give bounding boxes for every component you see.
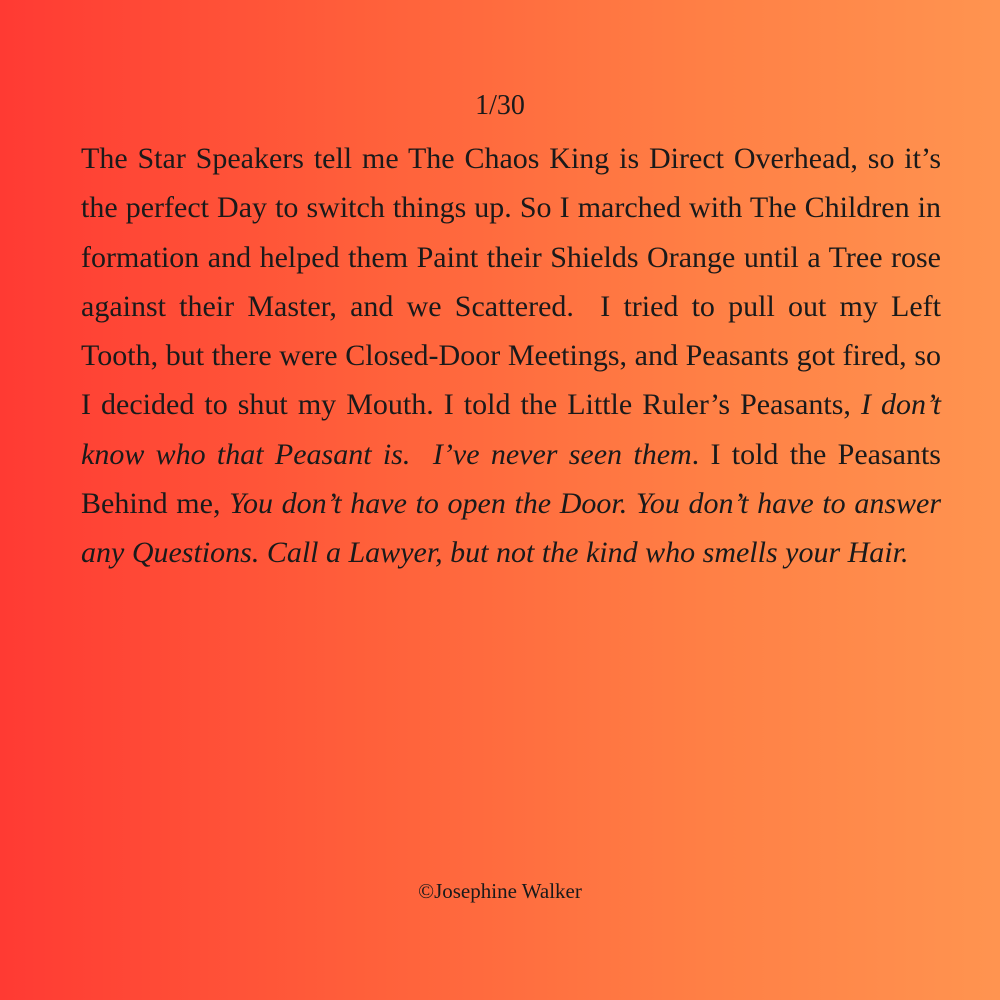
- page-number: 1/30: [475, 90, 525, 121]
- text-segment-1: The Star Speakers tell me The Chaos King is Direct Overhead, so it’s the perfect Day to switch things up. So I marched with The Children in formation and helped them Paint their Shields Orange until a Tree rose against their Master, and we Scattered. I tried to pull out my Left Tooth, but there were Closed-Door Meetings, and Peasants got fired, so I decided to shut my Mouth. I told the Little Ruler’s Peasants,: [81, 142, 941, 422]
- copyright-credit: ©Josephine Walker: [418, 879, 582, 903]
- text-segment-3: . I told the Peasants Behind me,: [81, 437, 941, 521]
- text-segment-4-italic: You don’t have to open the Door. You don’t have to answer any Questions. Call a Lawyer, but not the kind who smells your Hair.: [81, 487, 941, 570]
- text-segment-2-italic: I don’t know who that Peasant is. I’ve never seen them: [81, 388, 941, 471]
- body-text: [81, 134, 941, 578]
